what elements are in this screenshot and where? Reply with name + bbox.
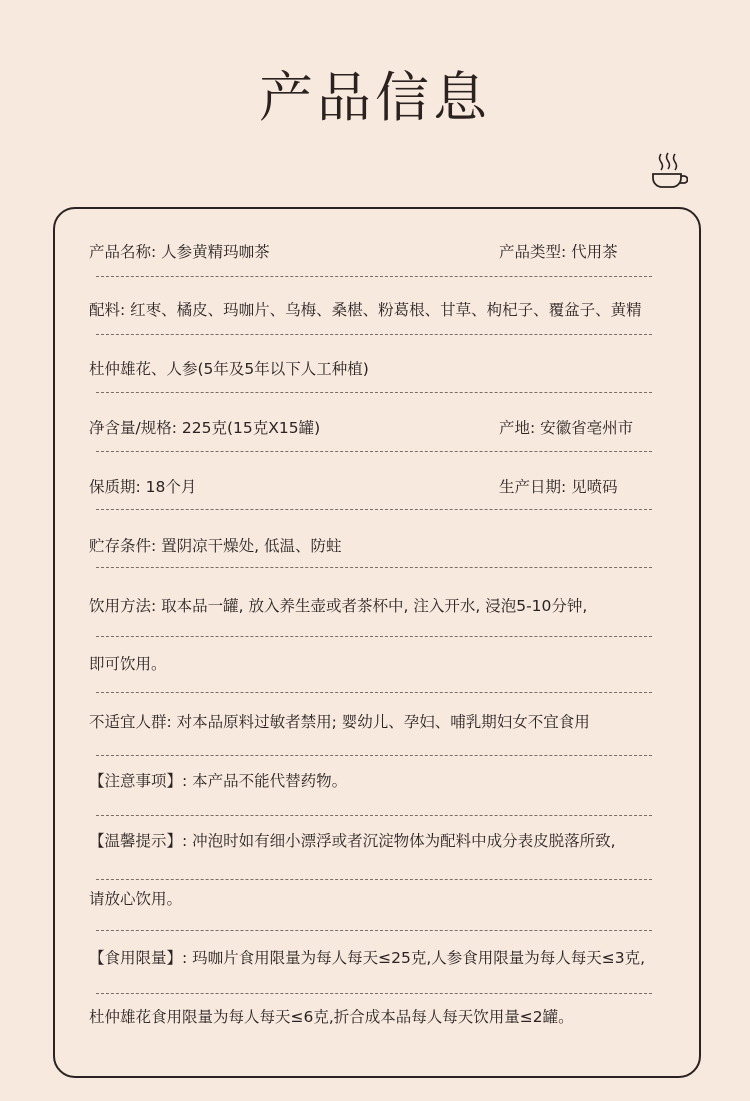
- divider: [96, 509, 652, 510]
- divider: [96, 879, 652, 880]
- info-row-storage: [89, 533, 689, 559]
- ingredients-line-1: 配料: 红枣、橘皮、玛咖片、乌梅、桑椹、粉葛根、甘草、枸杞子、覆盆子、黄精: [89, 301, 642, 319]
- info-row-limit: [89, 945, 689, 971]
- coffee-cup-icon: [648, 150, 688, 190]
- divider: [96, 276, 652, 277]
- unsuitable-groups: 不适宜人群: 对本品原料过敏者禁用; 婴幼儿、孕妇、哺乳期妇女不宜食用: [89, 713, 590, 731]
- divider: [96, 993, 652, 994]
- notice: 【注意事项】: 本产品不能代替药物。: [89, 772, 348, 790]
- product-name: 产品名称: 人参黄精玛咖茶: [89, 243, 270, 261]
- info-row-usage: [89, 593, 689, 619]
- divider: [96, 567, 652, 568]
- page-title: 产品信息: [259, 66, 491, 129]
- usage-line-2: 即可饮用。: [89, 655, 167, 673]
- shelf-life: 保质期: 18个月: [89, 478, 197, 496]
- tip-line-2: 请放心饮用。: [89, 890, 183, 908]
- info-row-name: [89, 239, 689, 265]
- divider: [96, 755, 652, 756]
- info-row-unsuitable: [89, 709, 689, 735]
- usage-line-1: 饮用方法: 取本品一罐, 放入养生壶或者茶杯中, 注入开水, 浸泡5-10分钟,: [89, 597, 588, 615]
- divider: [96, 392, 652, 393]
- divider: [96, 692, 652, 693]
- divider: [96, 930, 652, 931]
- info-row-spec: [89, 415, 689, 441]
- origin: 产地: 安徽省亳州市: [499, 419, 634, 437]
- limit-line-1: 【食用限量】: 玛咖片食用限量为每人每天≤25克,人参食用限量为每人每天≤3克,: [89, 949, 646, 967]
- storage-conditions: 贮存条件: 置阴凉干燥处, 低温、防蛀: [89, 537, 342, 555]
- product-type: 产品类型: 代用茶: [499, 243, 618, 261]
- info-row-notice: [89, 768, 689, 794]
- info-row-ingredients-cont: [89, 356, 689, 382]
- net-content: 净含量/规格: 225克(15克X15罐): [89, 419, 321, 437]
- divider: [96, 636, 652, 637]
- divider: [96, 815, 652, 816]
- divider: [96, 334, 652, 335]
- info-row-usage-cont: [89, 651, 689, 677]
- tip-line-1: 【温馨提示】: 冲泡时如有细小漂浮或者沉淀物体为配料中成分表皮脱落所致,: [89, 832, 616, 850]
- info-row-tip-cont: [89, 886, 689, 912]
- info-row-limit-cont: [89, 1004, 689, 1030]
- info-row-shelf: [89, 474, 689, 500]
- info-row-tip: [89, 828, 689, 854]
- limit-line-2: 杜仲雄花食用限量为每人每天≤6克,折合成本品每人每天饮用量≤2罐。: [89, 1008, 574, 1026]
- divider: [96, 451, 652, 452]
- info-row-ingredients: [89, 297, 689, 323]
- production-date: 生产日期: 见喷码: [499, 478, 618, 496]
- ingredients-line-2: 杜仲雄花、人参(5年及5年以下人工种植): [89, 360, 369, 378]
